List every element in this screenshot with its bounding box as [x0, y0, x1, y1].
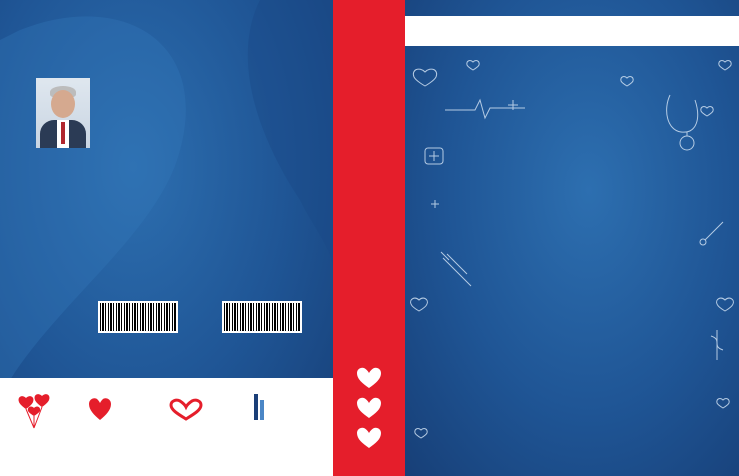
back-blurb — [30, 166, 320, 173]
heart-icon — [356, 396, 382, 420]
front-cover — [405, 0, 739, 476]
ukm-mark-icon — [254, 394, 266, 420]
balloon-hearts-icon — [16, 394, 54, 434]
spine-hearts — [356, 366, 382, 450]
isbn-barcode — [98, 300, 178, 334]
heart-icon — [88, 396, 112, 422]
heart-outline-icon — [168, 398, 204, 422]
foundation-logo — [168, 398, 204, 427]
spine — [333, 0, 405, 476]
heart-icon — [356, 366, 382, 390]
author-photo — [36, 78, 90, 148]
logo-strip — [0, 378, 333, 476]
ukm-logo — [254, 394, 269, 420]
photo-hearts-grid — [405, 0, 739, 476]
cor-infantis-logo — [88, 396, 150, 422]
barcode — [222, 301, 302, 333]
heart-icon — [356, 426, 382, 450]
mam-serce-logo — [16, 394, 54, 439]
isbn-barcode — [222, 300, 302, 334]
barcode — [98, 301, 178, 333]
back-cover — [0, 0, 333, 476]
